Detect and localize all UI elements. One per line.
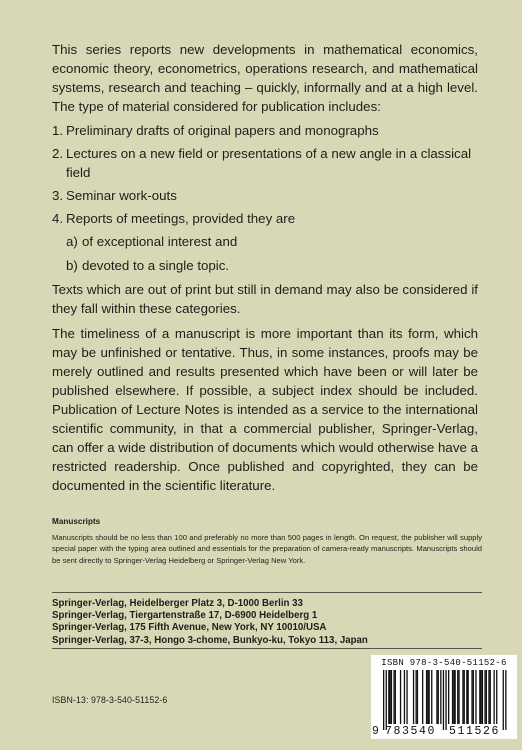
- barcode-bar: [416, 670, 417, 724]
- isbn-13: ISBN-13: 978-3-540-51152-6: [52, 695, 168, 705]
- barcode-bar: [391, 670, 392, 724]
- barcode-digits: [371, 725, 517, 738]
- list-text: Reports of meetings, provided they are: [66, 211, 296, 226]
- divider: [52, 592, 482, 593]
- barcode-bar: [431, 670, 432, 724]
- barcode-guard-bar: [505, 670, 506, 730]
- barcode-bar: [429, 670, 430, 724]
- manuscripts-notice: [52, 516, 482, 566]
- barcode-bar: [471, 670, 472, 724]
- sublist-label: a): [66, 234, 78, 249]
- barcode-isbn-text: ISBN 978-3-540-51152-6: [381, 658, 507, 668]
- address-line: Springer-Verlag, Tiergartenstraße 17, D-6900 Heidelberg 1: [52, 610, 318, 622]
- barcode-bar: [481, 670, 482, 724]
- list-number: 3.: [52, 188, 64, 203]
- barcode-bar: [452, 670, 453, 724]
- barcode-bar: [458, 670, 459, 724]
- barcode-bar: [494, 670, 495, 724]
- address-line: Springer-Verlag, 37-3, Hongo 3-chome, Bunkyo-ku, Tokyo 113, Japan: [52, 634, 368, 646]
- barcode-bar: [417, 670, 418, 724]
- barcode-guard-bar: [445, 670, 446, 730]
- barcode-bar: [453, 670, 454, 724]
- barcode: [371, 655, 517, 739]
- list-text: Lectures on a new field or presentations of a new angle in a classical field: [66, 146, 472, 180]
- material-list: [52, 121, 478, 228]
- address-line: Springer-Verlag, Heidelberger Platz 3, D-1000 Berlin 33: [52, 598, 303, 609]
- barcode-guard-bar: [383, 670, 384, 730]
- barcode-bar: [400, 670, 401, 724]
- barcode-bar: [388, 670, 389, 724]
- barcode-bar: [427, 670, 428, 724]
- barcode-bar: [484, 670, 485, 724]
- barcode-bar: [462, 670, 463, 724]
- manuscripts-heading: Manuscripts: [52, 517, 101, 526]
- sublist-text: devoted to a single topic.: [82, 258, 230, 273]
- barcode-bar: [436, 670, 437, 724]
- meeting-conditions: [66, 232, 478, 275]
- barcode-bar: [395, 670, 396, 724]
- barcode-bar: [413, 670, 414, 724]
- barcode-guard-bar: [386, 670, 387, 730]
- list-number: 4.: [52, 211, 64, 226]
- sublist-item: [66, 232, 478, 251]
- list-item: [52, 186, 478, 205]
- barcode-bar: [464, 670, 465, 724]
- publisher-addresses: [52, 598, 482, 647]
- list-text: Seminar work-outs: [66, 188, 177, 203]
- list-item: [52, 144, 478, 182]
- barcode-bar: [479, 670, 480, 724]
- barcode-bar: [496, 670, 497, 724]
- list-text: Preliminary drafts of original papers and monographs: [66, 123, 379, 138]
- timeliness-paragraph: The timeliness of a manuscript is more important than its form, which may be unfinished or tentative. Thus, in some instances, proofs may be merely outlined and results presented which have been or will later be published elsewhere. If possible, a subject index should be included. Publication of Lecture Notes is intended as a service to the international scientific community, in that a commercial publisher, Springer-Verlag, can offer a wide distribution of documents which would otherwise have a restricted readership. Once published and copyrighted, they can be documented in the scientific literature.: [52, 326, 478, 493]
- list-item: [52, 209, 478, 228]
- manuscripts-text: Manuscripts should be no less than 100 and preferably no more than 500 pages in length. On request, the publisher will supply special paper with the typing area outlined and essentials for the preparation of camera-ready manuscripts. Manuscripts should be sent directly to Springer-Verlag Heidelberg or Springer-Verlag New York.: [52, 533, 482, 565]
- intro-paragraph: This series reports new developments in mathematical economics, economic theory, econometrics, operations research, and mathematical systems, research and teaching – quickly, informally and at a high level. The type of material considered for publication includes:: [52, 42, 478, 114]
- barcode-bar: [490, 670, 491, 724]
- barcode-bar: [482, 670, 483, 724]
- sublist-label: b): [66, 258, 78, 273]
- divider: [52, 648, 482, 649]
- barcode-bar: [457, 670, 458, 724]
- barcode-bar: [486, 670, 487, 724]
- sublist-item: [66, 256, 478, 275]
- list-number: 1.: [52, 123, 64, 138]
- barcode-right-group: 511526: [449, 725, 501, 738]
- barcode-bar: [468, 670, 469, 724]
- barcode-bar: [488, 670, 489, 724]
- barcode-bar: [475, 670, 476, 724]
- address-line: Springer-Verlag, 175 Fifth Avenue, New York, NY 10010/USA: [52, 622, 327, 634]
- barcode-bar: [406, 670, 407, 724]
- barcode-bar: [404, 670, 405, 724]
- barcode-bar: [422, 670, 423, 724]
- list-number: 2.: [52, 146, 64, 161]
- barcode-lead-digit: 9: [372, 725, 379, 738]
- barcode-bar: [455, 670, 456, 724]
- barcode-guard-bar: [503, 670, 504, 730]
- barcode-guard-bar: [443, 670, 444, 730]
- barcode-left-group: 783540: [385, 725, 437, 738]
- barcode-bar: [466, 670, 467, 724]
- barcode-bar: [473, 670, 474, 724]
- barcode-bar: [440, 670, 441, 724]
- barcode-bar: [393, 670, 394, 724]
- barcode-bar: [448, 670, 449, 724]
- list-item: [52, 121, 478, 140]
- barcode-bar: [426, 670, 427, 724]
- sublist-text: of exceptional interest and: [82, 234, 238, 249]
- series-description: [52, 40, 478, 495]
- barcode-bar: [390, 670, 391, 724]
- out-of-print-paragraph: Texts which are out of print but still in demand may also be considered if they fall within these categories.: [52, 282, 478, 316]
- barcode-bar: [438, 670, 439, 724]
